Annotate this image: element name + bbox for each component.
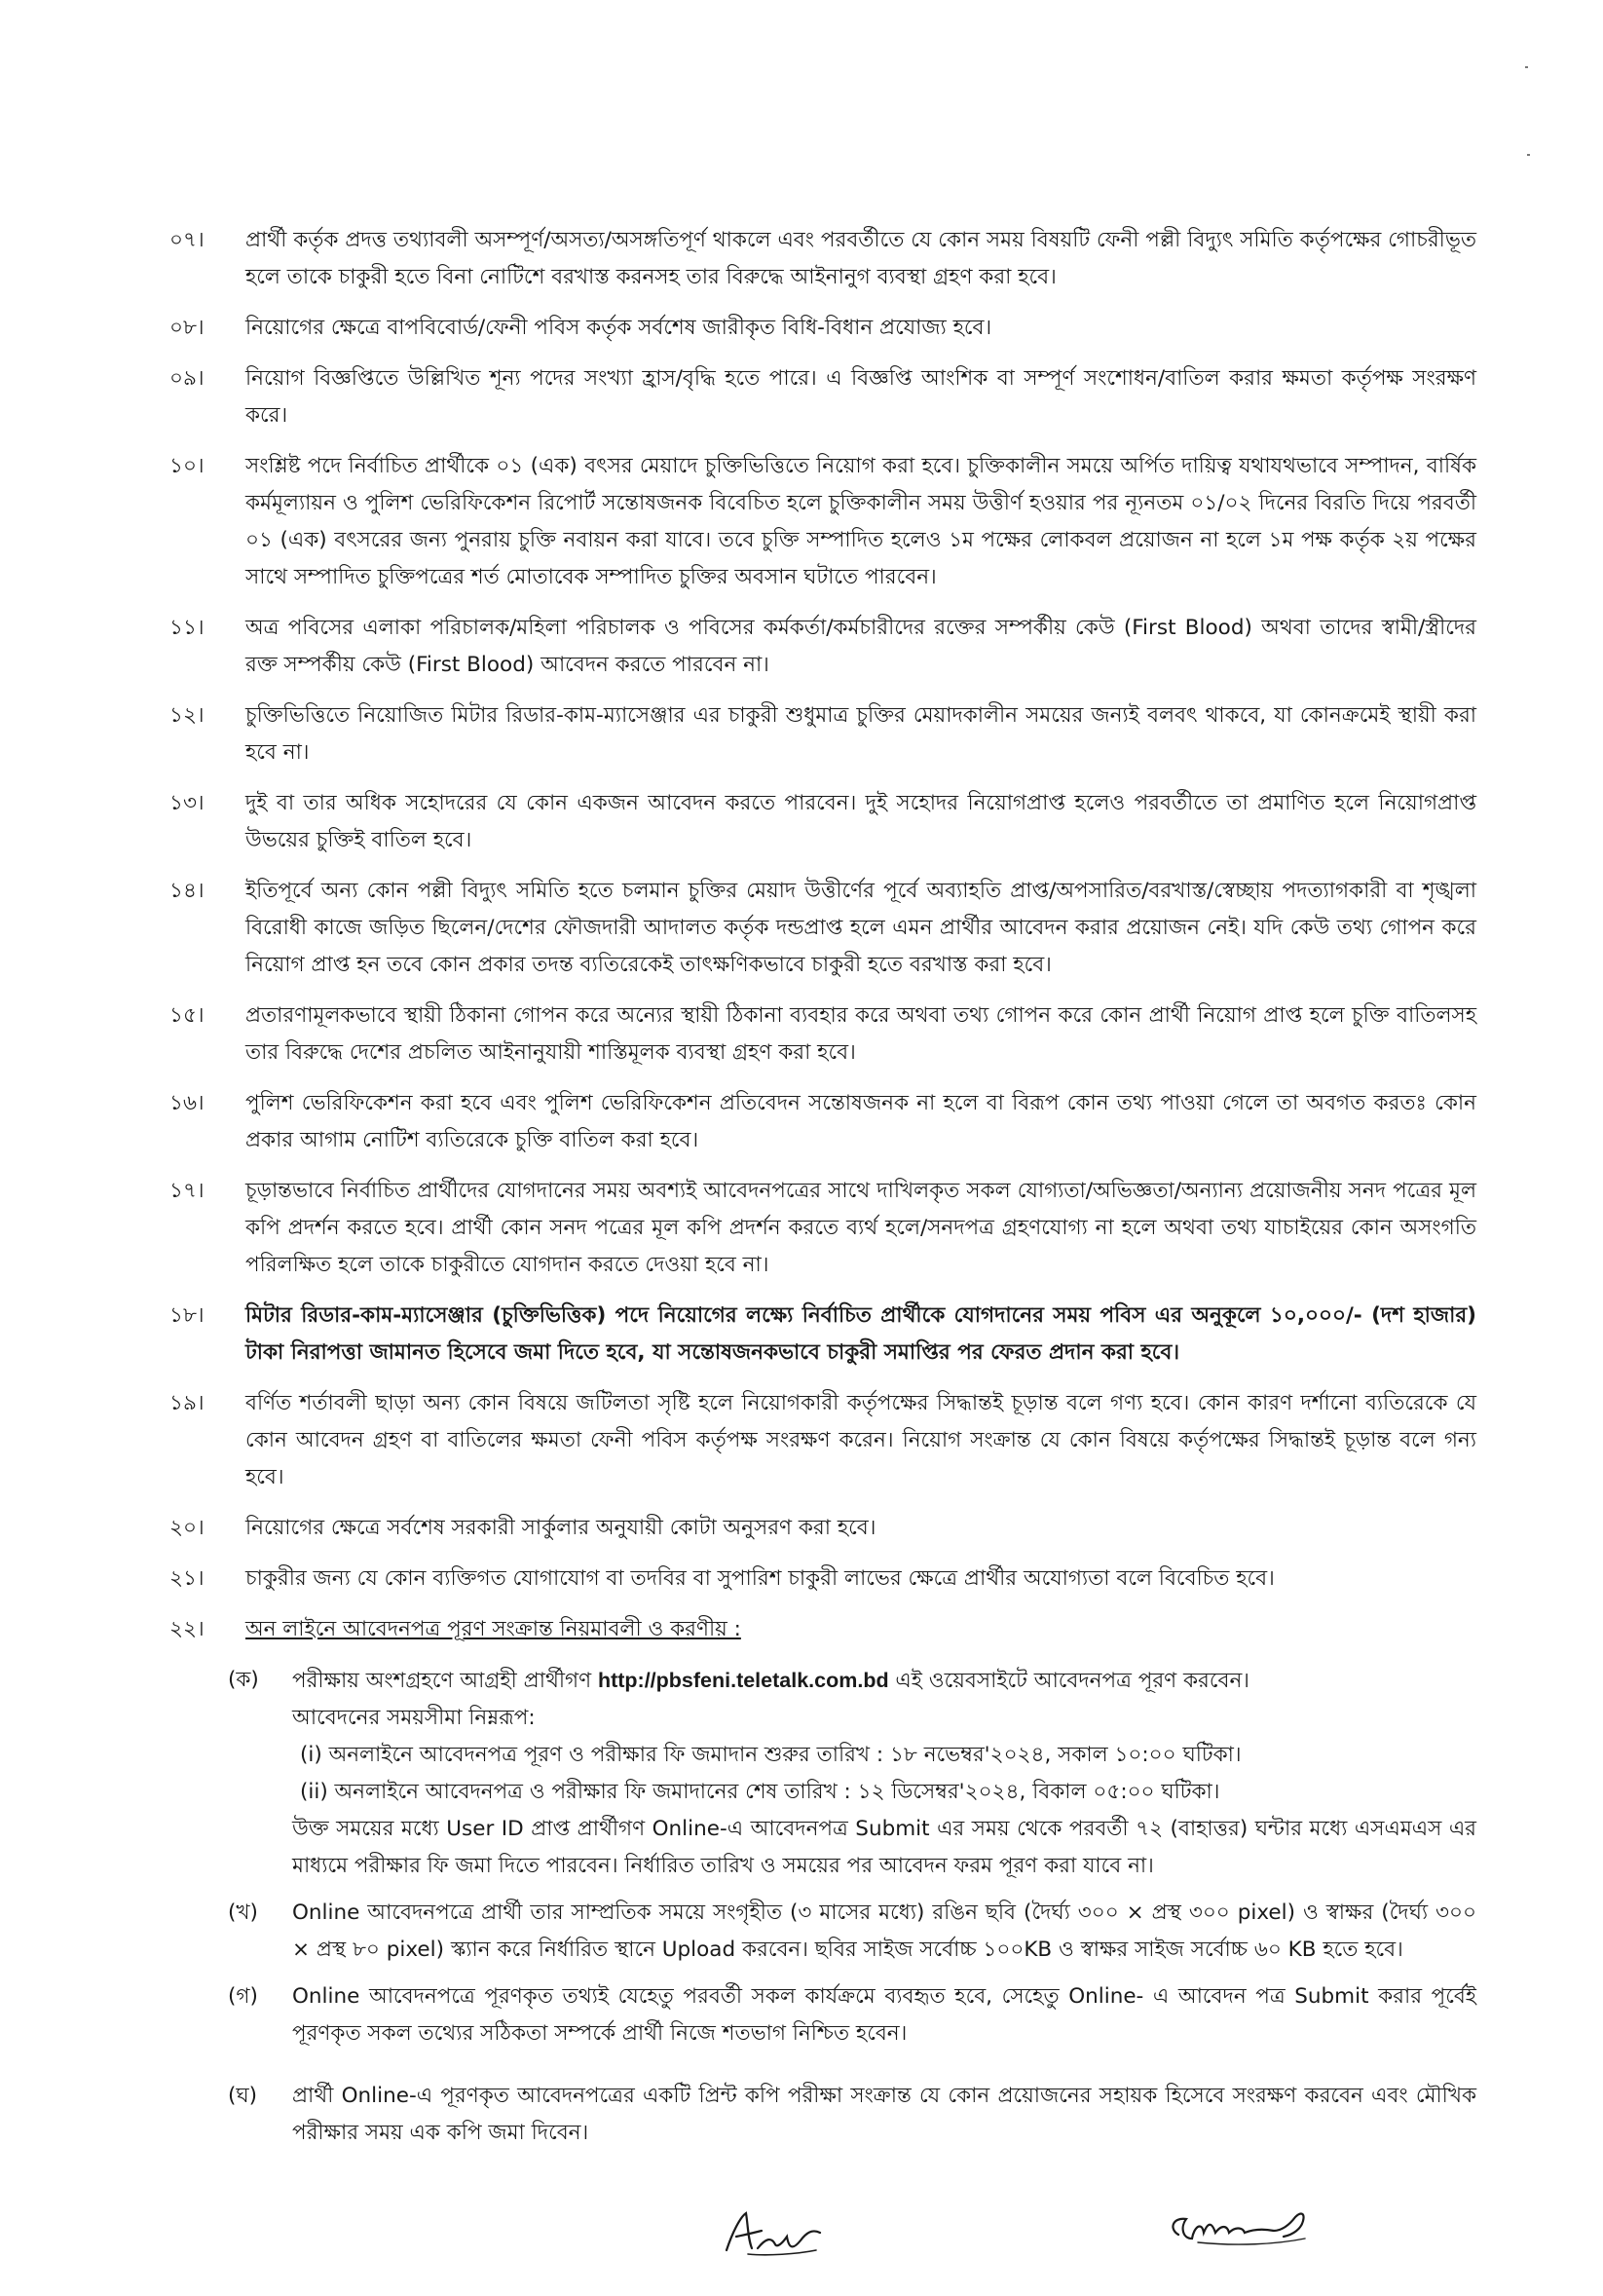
condition-text: ইতিপূর্বে অন্য কোন পল্লী বিদ্যুৎ সমিতি হতে চলমান চুক্তির মেয়াদ উত্তীর্ণের পূর্বে অব্যাহতি প্রাপ্ত/অপসারিত/বরখাস্ত/স্বেচ্ছায় পদত্যাগকারী বা শৃঙ্খলা বিরোধী কাজে জড়িত ছিলেন/দেশের ফৌজদারী আদালত কর্তৃক দন্ডপ্রাপ্ত হলে এমন প্রার্থীর আবেদন করার প্রয়োজন নেই। যদি কেউ তথ্য গোপন করে নিয়োগ প্রাপ্ত হন তবে কোন প্রকার তদন্ত ব্যতিরেকেই তাৎক্ষণিকভাবে চাকুরী হতে বরখাস্ত করা হবে। [245,879,1476,977]
condition-item [169,310,1476,347]
end-date-text: (ii) অনলাইনে আবেদনপত্র ও পরীক্ষার ফি জমাদানের শেষ তারিখ : ১২ ডিসেম্বর'২০২৪, বিকাল ০৫:০০ ঘটিকা। [300,1780,1220,1804]
initial-signature [719,2203,826,2262]
instruction-text: এই ওয়েবসাইটে আবেদনপত্র পূরণ করবেন। [888,1669,1249,1693]
condition-text: বর্ণিত শর্তাবলী ছাড়া অন্য কোন বিষয়ে জটিলতা সৃষ্টি হলে নিয়োগকারী কর্তৃপক্ষের সিদ্ধান্তই চূড়ান্ত বলে গণ্য হবে। কোন কারণ দর্শানো ব্যতিরেকে যে কোন আবেদন গ্রহণ বা বাতিলের ক্ষমতা ফেনী পবিস কর্তৃপক্ষ সংরক্ষণ করেন। নিয়োগ সংক্রান্ত যে কোন বিষয়ে কর্তৃপক্ষের সিদ্ধান্তই চূড়ান্ত বলে গন্য হবে। [245,1391,1476,1489]
condition-number: ২০। [169,1516,205,1540]
condition-item [169,1385,1476,1496]
condition-item [169,1561,1476,1598]
condition-number: ২২। [169,1617,205,1641]
conditions-list [169,222,1476,1648]
condition-number: ১০। [169,454,205,478]
instruction-text: উক্ত সময়ের মধ্যে User ID প্রাপ্ত প্রার্থীগণ Online-এ আবেদনপত্র Submit এর সময় থেকে পরবর্তী ৭২ (বাহাত্তর) ঘন্টার মধ্যে এসএমএস এর মাধ্যমে পরীক্ষার ফি জমা দিতে পারবেন। নির্ধারিত তারিখ ও সময়ের পর আবেদন ফরম পূরণ করা যাবে না। [292,1817,1476,1878]
condition-text: প্রার্থী কর্তৃক প্রদত্ত তথ্যাবলী অসম্পূর্ণ/অসত্য/অসঙ্গতিপূর্ণ থাকলে এবং পরবর্তীতে যে কোন সময় বিষয়টি ফেনী পল্লী বিদ্যুৎ সমিতি কর্তৃপক্ষের গোচরীভূত হলে তাকে চাকুরী হতে বিনা নোটিশে বরখাস্ত করনসহ তার বিরুদ্ধে আইনানুগ ব্যবস্থা গ্রহণ করা হবে। [245,228,1476,289]
condition-number: ১৬। [169,1091,205,1115]
condition-number: ০৮। [169,316,205,340]
instruction-label: (গ) [228,1984,258,2009]
condition-number: ০৭। [169,228,205,252]
condition-text: অত্র পবিসের এলাকা পরিচালক/মহিলা পরিচালক ও পবিসের কর্মকর্তা/কর্মচারীদের রক্তের সম্পর্কীয় কেউ (First Blood) অথবা তাদের স্বামী/স্ত্রীদের রক্ত সম্পর্কীয় কেউ (First Blood) আবেদন করতে পারবেন না। [245,616,1476,677]
condition-number: ১২। [169,703,205,728]
condition-item [169,697,1476,772]
condition-number: ২১। [169,1566,205,1591]
officer-signature [1159,2200,1334,2258]
condition-text: নিয়োগ বিজ্ঞপ্তিতে উল্লিখিত শূন্য পদের সংখ্যা হ্রাস/বৃদ্ধি হতে পারে। এ বিজ্ঞপ্তি আংশিক বা সম্পূর্ণ সংশোধন/বাতিল করার ক্ষমতা কর্তৃপক্ষ সংরক্ষণ করে। [245,366,1476,428]
start-date-text: (i) অনলাইনে আবেদনপত্র পূরণ ও পরীক্ষার ফি জমাদান শুরুর তারিখ : ১৮ নভেম্বর'২০২৪, সকাল ১০:০০ ঘটিকা। [300,1743,1242,1767]
condition-item [169,1611,1476,1648]
condition-number: ১৫। [169,1003,205,1028]
online-instructions [169,1662,1476,2152]
instruction-ga [228,1978,1476,2052]
instruction-label: (খ) [228,1901,258,1925]
condition-item [169,873,1476,984]
condition-number: ০৯। [169,366,205,391]
condition-item [169,785,1476,859]
instruction-text: Online আবেদনপত্রে পূরণকৃত তথ্যই যেহেতু পরবর্তী সকল কার্যক্রমে ব্যবহৃত হবে, সেহেতু Online- এ আবেদন পত্র Submit করার পূর্বেই পূরণকৃত সকল তথ্যের সঠিকতা সম্পর্কে প্রার্থী নিজে শতভাগ নিশ্চিত হবেন। [292,1984,1476,2046]
condition-number: ১১। [169,616,205,640]
condition-text: নিয়োগের ক্ষেত্রে বাপবিবোর্ড/ফেনী পবিস কর্তৃক সর্বশেষ জারীকৃত বিধি-বিধান প্রযোজ্য হবে। [245,316,992,340]
condition-text: মিটার রিডার-কাম-ম্যাসেঞ্জার (চুক্তিভিত্তিক) পদে নিয়োগের লক্ষ্যে নির্বাচিত প্রার্থীকে যোগদানের সময় পবিস এর অনুকূলে ১০,০০০/- (দশ হাজার) টাকা নিরাপত্তা জামানত হিসেবে জমা দিতে হবে, যা সন্তোষজনকভাবে চাকুরী সমাপ্তির পর ফেরত প্রদান করা হবে। [245,1303,1476,1365]
scan-speck [1525,66,1528,68]
instruction-text: আবেদনের সময়সীমা নিম্নরূপ: [292,1706,536,1730]
condition-item [169,1298,1476,1372]
scan-speck [1527,154,1530,156]
condition-number: ১৮। [169,1303,205,1328]
condition-item [169,1173,1476,1284]
instruction-text: পরীক্ষায় অংশগ্রহণে আগ্রহী প্রার্থীগণ [292,1669,598,1693]
instruction-text: Online আবেদনপত্রে প্রার্থী তার সাম্প্রতিক সময়ে সংগৃহীত (৩ মাসের মধ্যে) রঙিন ছবি (দৈর্ঘ্য ৩০০ × প্রস্থ ৩০০ pixel) ও স্বাক্ষর (দৈর্ঘ্য ৩০০ × প্রস্থ ৮০ pixel) স্ক্যান করে নির্ধারিত স্থানে Upload করবেন। ছবির সাইজ সর্বোচ্চ ১০০KB ও স্বাক্ষর সাইজ সর্বোচ্চ ৬০ KB হতে হবে। [292,1901,1476,1962]
instruction-ka [228,1662,1476,1885]
condition-text: নিয়োগের ক্ষেত্রে সর্বশেষ সরকারী সার্কুলার অনুযায়ী কোটা অনুসরণ করা হবে। [245,1516,876,1540]
condition-number: ১৩। [169,791,205,815]
instruction-label: (ক) [228,1668,259,1692]
condition-item [169,448,1476,596]
condition-text: অন লাইনে আবেদনপত্র পূরণ সংক্রান্ত নিয়মাবলী ও করণীয় : [245,1617,741,1641]
application-website-link[interactable]: http://pbsfeni.teletalk.com.bd [597,1669,889,1692]
condition-text: চূড়ান্তভাবে নির্বাচিত প্রার্থীদের যোগদানের সময় অবশ্যই আবেদনপত্রের সাথে দাখিলকৃত সকল যোগ্যতা/অভিজ্ঞতা/অন্যান্য প্রয়োজনীয় সনদ পত্রের মূল কপি প্রদর্শন করতে হবে। প্রার্থী কোন সনদ পত্রের মূল কপি প্রদর্শন করতে ব্যর্থ হলে/সনদপত্র গ্রহণযোগ্য না হলে অথবা তথ্য যাচাইয়ের কোন অসংগতি পরিলক্ষিত হলে তাকে চাকুরীতে যোগদান করতে দেওয়া হবে না। [245,1179,1476,1277]
condition-item [169,1510,1476,1547]
condition-item [169,360,1476,434]
condition-text: চুক্তিভিত্তিতে নিয়োজিত মিটার রিডার-কাম-ম্যাসেঞ্জার এর চাকুরী শুধুমাত্র চুক্তির মেয়াদকালীন সময়ের জন্যই বলবৎ থাকবে, যা কোনক্রমেই স্থায়ী করা হবে না। [245,703,1476,765]
condition-item [169,1085,1476,1159]
condition-number: ১৭। [169,1179,205,1203]
instruction-label: (ঘ) [228,2084,258,2108]
condition-text: পুলিশ ভেরিফিকেশন করা হবে এবং পুলিশ ভেরিফিকেশন প্রতিবেদন সন্তোষজনক না হলে বা বিরূপ কোন তথ্য পাওয়া গেলে তা অবগত করতঃ কোন প্রকার আগাম নোটিশ ব্যতিরেকে চুক্তি বাতিল করা হবে। [245,1091,1476,1152]
condition-text: সংশ্লিষ্ট পদে নির্বাচিত প্রার্থীকে ০১ (এক) বৎসর মেয়াদে চুক্তিভিত্তিতে নিয়োগ করা হবে। চুক্তিকালীন সময়ে অর্পিত দায়িত্ব যথাযথভাবে সম্পাদন, বার্ষিক কর্মমূল্যায়ন ও পুলিশ ভেরিফিকেশন রিপোর্ট সন্তোষজনক বিবেচিত হলে চুক্তিকালীন সময় উত্তীর্ণ হওয়ার পর ন্যূনতম ০১/০২ দিনের বিরতি দিয়ে পরবর্তী ০১ (এক) বৎসরের জন্য পুনরায় চুক্তি নবায়ন করা যাবে। তবে চুক্তি সম্পাদিত হলেও ১ম পক্ষের লোকবল প্রয়োজন না হলে ১ম পক্ষ কর্তৃক ২য় পক্ষের সাথে সম্পাদিত চুক্তিপত্রের শর্ত মোতাবেক সম্পাদিত চুক্তির অবসান ঘটাতে পারবেন। [245,454,1476,589]
condition-number: ১৪। [169,879,205,903]
condition-number: ১৯। [169,1391,205,1415]
condition-item [169,997,1476,1072]
instruction-gha [228,2078,1476,2152]
instruction-text: প্রার্থী Online-এ পূরণকৃত আবেদনপত্রের একটি প্রিন্ট কপি পরীক্ষা সংক্রান্ত যে কোন প্রয়োজনের সহায়ক হিসেবে সংরক্ষণ করবেন এবং মৌখিক পরীক্ষার সময় এক কপি জমা দিবেন। [292,2084,1476,2145]
instruction-kha [228,1895,1476,1969]
condition-item [169,222,1476,296]
condition-text: চাকুরীর জন্য যে কোন ব্যক্তিগত যোগাযোগ বা তদবির বা সুপারিশ চাকুরী লাভের ক্ষেত্রে প্রার্থীর অযোগ্যতা বলে বিবেচিত হবে। [245,1566,1275,1591]
condition-item [169,610,1476,684]
condition-text: দুই বা তার অধিক সহোদরের যে কোন একজন আবেদন করতে পারবেন। দুই সহোদর নিয়োগপ্রাপ্ত হলেও পরবর্তীতে তা প্রমাণিত হলে নিয়োগপ্রাপ্ত উভয়ের চুক্তিই বাতিল হবে। [245,791,1476,852]
condition-text: প্রতারণামূলকভাবে স্থায়ী ঠিকানা গোপন করে অন্যের স্থায়ী ঠিকানা ব্যবহার করে অথবা তথ্য গোপন করে কোন প্রার্থী নিয়োগ প্রাপ্ত হলে চুক্তি বাতিলসহ তার বিরুদ্ধে দেশের প্রচলিত আইনানুযায়ী শাস্তিমূলক ব্যবস্থা গ্রহণ করা হবে। [245,1003,1476,1065]
